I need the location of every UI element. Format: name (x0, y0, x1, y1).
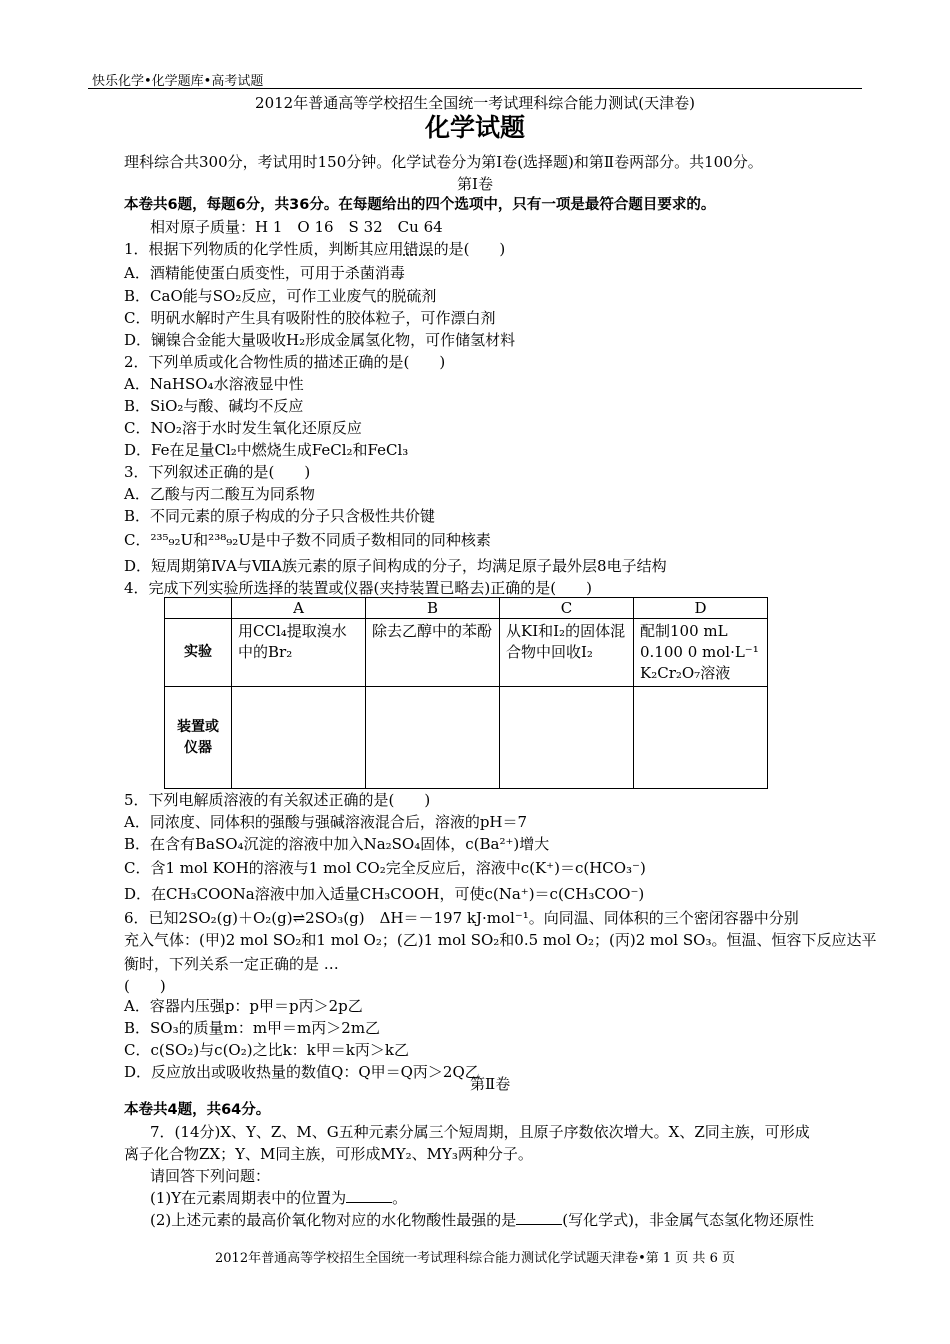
q5-option-b: B．在含有BaSO₄沉淀的溶液中加入Na₂SO₄固体，c(Ba²⁺)增大 (124, 835, 550, 853)
col-header-c: C (500, 598, 634, 619)
q5-stem: 5．下列电解质溶液的有关叙述正确的是( ) (124, 791, 431, 809)
apparatus-b (366, 687, 500, 789)
q3-stem: 3．下列叙述正确的是( ) (124, 463, 311, 481)
apparatus-c (500, 687, 634, 789)
q7-line3: 请回答下列问题： (150, 1167, 271, 1185)
experiment-b: 除去乙醇中的苯酚 (366, 619, 500, 687)
q7-line1: 7．(14分)X、Y、Z、M、G五种元素分属三个短周期，且原子序数依次增大。X、Z同主族，可形成 (150, 1123, 810, 1141)
q6-option-a: A．容器内压强p：p甲＝p丙＞2p乙 (124, 997, 363, 1015)
q1-option-c: C．明矾水解时产生具有吸附性的胶体粒子，可作漂白剂 (124, 309, 496, 327)
part2-label: 第Ⅱ卷 (470, 1075, 511, 1093)
q1-stem-part: 1．根据下列物质的化学性质，判断其应用 (124, 240, 404, 258)
q6-line4: ( ) (124, 977, 166, 995)
row-label-apparatus: 装置或仪器 (165, 687, 232, 789)
q7-sub2-end: (写化学式)，非金属气态氢化物还原性 (562, 1211, 814, 1229)
col-header-b: B (366, 598, 500, 619)
q2-stem: 2．下列单质或化合物性质的描述正确的是( ) (124, 353, 446, 371)
q2-option-b: B．SiO₂与酸、碱均不反应 (124, 397, 304, 415)
experiment-c: 从KI和I₂的固体混合物中回收I₂ (500, 619, 634, 687)
q5-option-a: A．同浓度、同体积的强酸与强碱溶液混合后，溶液的pH＝7 (124, 813, 528, 831)
q6-line3: 衡时，下列关系一定正确的是 … (124, 955, 339, 973)
q6-option-b: B．SO₃的质量m：m甲＝m丙＞2m乙 (124, 1019, 381, 1037)
q4-table (164, 597, 768, 789)
q1-option-a: A．酒精能使蛋白质变性，可用于杀菌消毒 (124, 264, 405, 282)
table-row (165, 598, 768, 619)
q6-option-c: C．c(SO₂)与c(O₂)之比k：k甲＝k丙＞k乙 (124, 1041, 409, 1059)
q1-stem-end: 的是( ) (433, 240, 506, 258)
subject-title: 化学试题 (424, 113, 525, 142)
q4-stem: 4．完成下列实验所选择的装置或仪器(夹持装置已略去)正确的是( ) (124, 579, 592, 597)
answer-blank (346, 1188, 392, 1203)
q3-option-a: A．乙酸与丙二酸互为同系物 (124, 485, 315, 503)
q3-option-b: B．不同元素的原子构成的分子只含极性共价键 (124, 507, 436, 525)
q7-sub2-text: (2)上述元素的最高价氧化物对应的水化物酸性最强的是 (150, 1211, 517, 1229)
exam-title: 2012年普通高等学校招生全国统一考试理科综合能力测试(天津卷) (255, 94, 695, 112)
atomic-masses: 相对原子质量：H 1 O 16 S 32 Cu 64 (150, 218, 443, 236)
page-footer: 2012年普通高等学校招生全国统一考试理科综合能力测试化学试题天津卷•第 1 页 共 6 页 (215, 1251, 735, 1266)
q1-stem (124, 239, 505, 259)
q2-option-c: C．NO₂溶于水时发生氧化还原反应 (124, 419, 362, 437)
table-row (165, 687, 768, 789)
apparatus-a (232, 687, 366, 789)
experiment-a: 用CCl₄提取溴水中的Br₂ (232, 619, 366, 687)
source-header: 快乐化学•化学题库•高考试题 (92, 74, 264, 89)
q7-sub1 (150, 1188, 407, 1208)
q6-line1: 6．已知2SO₂(g)＋O₂(g)⇌2SO₃(g) ΔH＝－197 kJ·mol⁻¹。向同温、同体积的三个密闭容器中分别 (124, 909, 799, 927)
col-header-a: A (232, 598, 366, 619)
q6-option-d: D．反应放出或吸收热量的数值Q：Q甲＝Q丙＞2Q乙 (124, 1063, 480, 1081)
apparatus-d (634, 687, 768, 789)
q1-option-d: D．镧镍合金能大量吸收H₂形成金属氢化物，可作储氢材料 (124, 331, 516, 349)
q2-option-d: D．Fe在足量Cl₂中燃烧生成FeCl₂和FeCl₃ (124, 441, 409, 459)
part1-label: 第Ⅰ卷 (457, 175, 493, 193)
q5-option-c: C．含1 mol KOH的溶液与1 mol CO₂完全反应后，溶液中c(K⁺)＝c(HCO₃⁻) (124, 859, 646, 877)
q5-option-d: D．在CH₃COONa溶液中加入适量CH₃COOH，可使c(Na⁺)＝c(CH₃COO⁻) (124, 885, 645, 903)
part1-instructions: 本卷共6题，每题6分，共36分。在每题给出的四个选项中，只有一项是最符合题目要求的。 (124, 197, 716, 213)
q6-line2: 充入气体：(甲)2 mol SO₂和1 mol O₂；(乙)1 mol SO₂和0.5 mol O₂；(丙)2 mol SO₃。恒温、恒容下反应达平 (124, 931, 877, 949)
q1-option-b: B．CaO能与SO₂反应，可作工业废气的脱硫剂 (124, 287, 437, 305)
q7-sub1-end: 。 (392, 1189, 408, 1207)
answer-blank (516, 1210, 562, 1225)
q1-emphasis: 错误 (403, 240, 434, 258)
intro-text: 理科综合共300分，考试用时150分钟。化学试卷分为第Ⅰ卷(选择题)和第Ⅱ卷两部分。共100分。 (124, 153, 763, 171)
q7-sub2 (150, 1210, 814, 1230)
table-corner-cell (165, 598, 232, 619)
row-label-experiment: 实验 (165, 619, 232, 687)
experiment-d: 配制100 mL 0.100 0 mol·L⁻¹ K₂Cr₂O₇溶液 (634, 619, 768, 687)
header-rule (88, 88, 862, 89)
q3-option-d: D．短周期第ⅣA与ⅦA族元素的原子间构成的分子，均满足原子最外层8电子结构 (124, 557, 667, 575)
q2-option-a: A．NaHSO₄水溶液显中性 (124, 375, 304, 393)
q3-option-c: C．²³⁵₉₂U和²³⁸₉₂U是中子数不同质子数相同的同种核素 (124, 531, 491, 549)
q7-line2: 离子化合物ZX；Y、M同主族，可形成MY₂、MY₃两种分子。 (124, 1145, 533, 1163)
col-header-d: D (634, 598, 768, 619)
table-row (165, 619, 768, 687)
part2-instructions: 本卷共4题，共64分。 (124, 1102, 271, 1118)
q7-sub1-text: (1)Y在元素周期表中的位置为 (150, 1189, 347, 1207)
